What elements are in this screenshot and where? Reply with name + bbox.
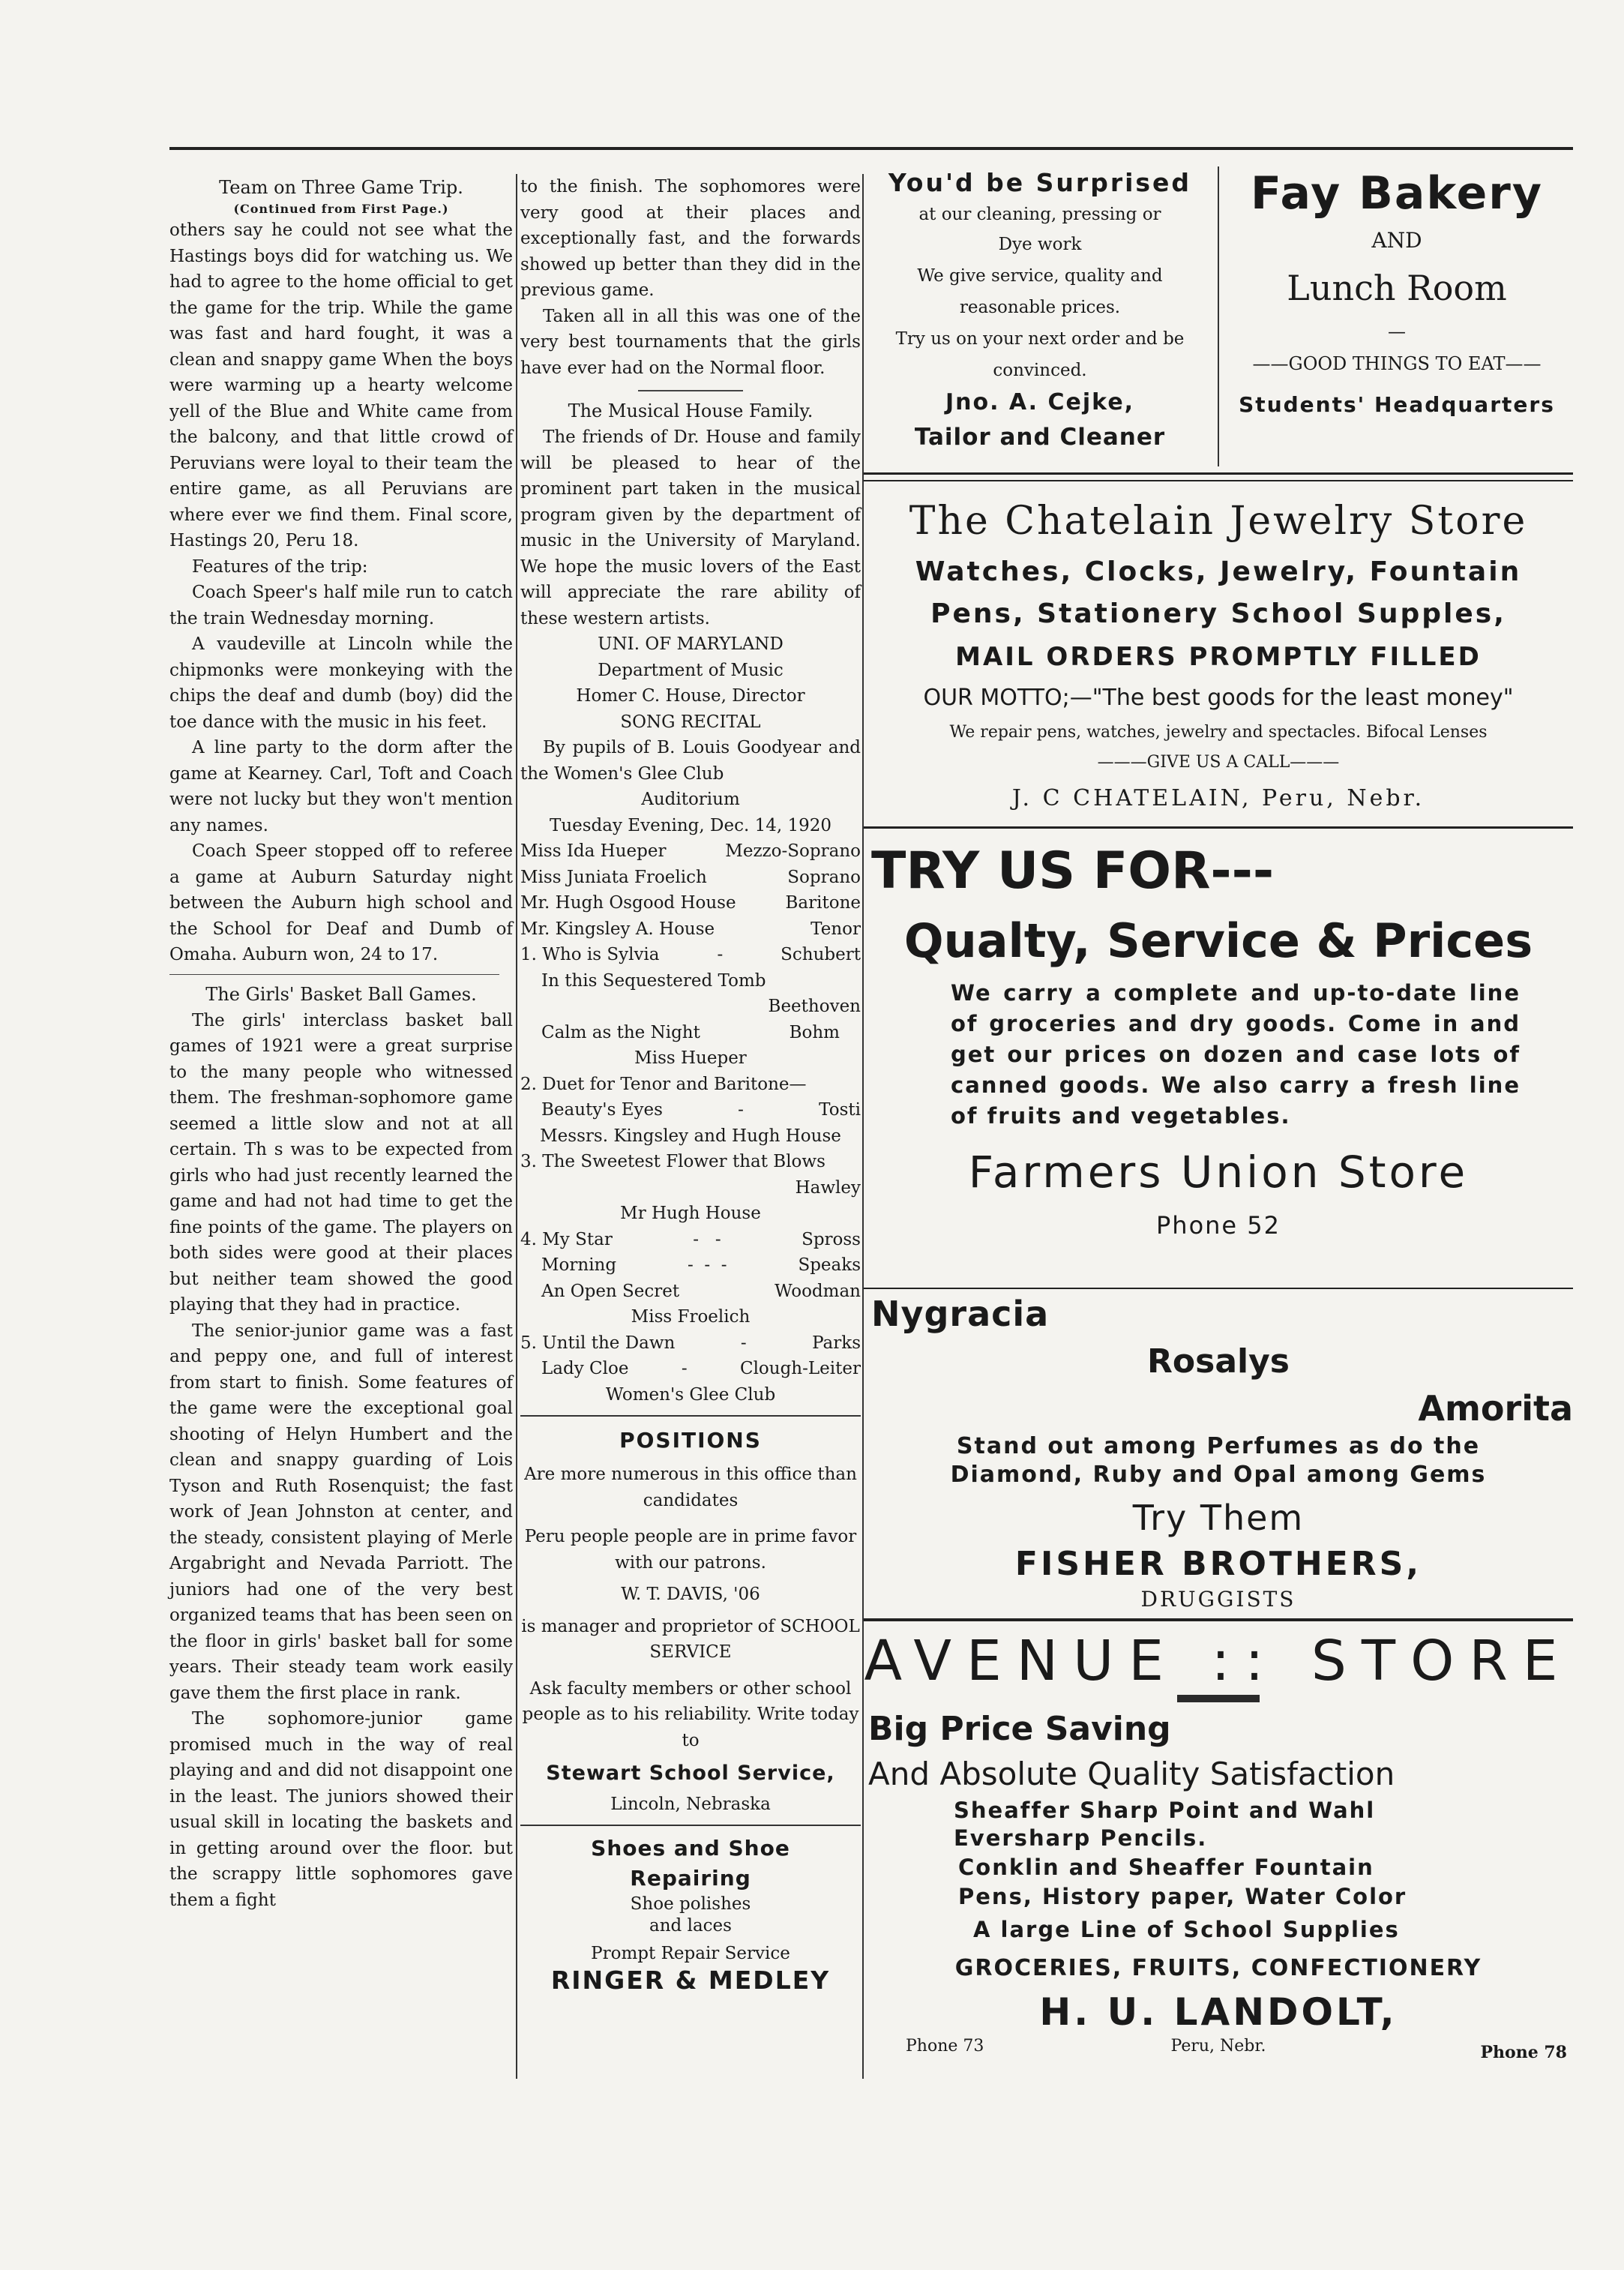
paragraph: Features of the trip: xyxy=(192,556,368,577)
avenue-line: Eversharp Pencils. xyxy=(954,1825,1208,1851)
program-performer: Mr Hugh House xyxy=(620,1204,761,1223)
paragraph: A line party to the dorm after the game at Kearney. Carl, Toft and Coach were not lucky but they won't mention any names. xyxy=(169,738,513,835)
program-by-line: By pupils of B. Louis Goodyear and the Women's Glee Club xyxy=(520,738,861,784)
shoes-title: Repairing xyxy=(630,1866,751,1891)
fisher-trade: DRUGGISTS xyxy=(1140,1587,1296,1612)
paragraph: A vaudeville at Lincoln while the chipmonks were monkeying with the chips the deaf and dumb (boy) did the toe dance with the music in his feet. xyxy=(169,634,513,732)
program-item: In this Sequestered Tomb xyxy=(541,970,766,991)
paragraph: others say he could not see what the Hastings boys did for watching us. We had to agree to the home official to get the game for the trip. While the game was fast and hard fought, it was a clean and snappy game When the boys were warming up a hearty welcome yell of the Blue and White came from the balcony, and that little crowd of Peruvians were loyal to their team the entire game, as all Peruvians are where ever we find them. Final score, Hastings 20, Peru 18. xyxy=(169,220,513,550)
fisher-line: Diamond, Ruby and Opal among Gems xyxy=(950,1462,1487,1488)
positions-city: Lincoln, Nebraska xyxy=(610,1794,771,1814)
paragraph: Coach Speer stopped off to referee a game at Auburn Saturday night between the Auburn high school and the School for Deaf and Dumb of Omaha. Auburn won, 24 to 17. xyxy=(169,841,513,964)
ad-cleaner xyxy=(864,166,1216,454)
ad-rule xyxy=(864,472,1573,475)
farmers-phone: Phone 52 xyxy=(1155,1211,1281,1240)
positions-name: Stewart School Service, xyxy=(546,1762,835,1785)
chatelain-motto: OUR MOTTO;—"The best goods for the least money" xyxy=(923,685,1514,711)
avenue-h2: And Absolute Quality Satisfaction xyxy=(868,1756,1395,1792)
fisher-try: Try Them xyxy=(1132,1498,1305,1538)
ad-cleaner-line: We give service, quality and xyxy=(917,266,1163,286)
fay-and: AND xyxy=(1371,228,1422,253)
ad-fisher-brothers xyxy=(864,1291,1573,1614)
fay-title: Fay Bakery xyxy=(1250,167,1544,220)
ad-rule xyxy=(864,1618,1573,1621)
avenue-city: Peru, Nebr. xyxy=(1170,2037,1266,2056)
fay-foot: Students' Headquarters xyxy=(1239,392,1555,417)
farmers-name: Farmers Union Store xyxy=(968,1147,1469,1198)
paragraph: Coach Speer's half mile run to catch the train Wednesday morning. xyxy=(169,583,513,628)
program-item: 2. Duet for Tenor and Baritone— xyxy=(520,1074,807,1094)
perfume-nygracia: Nygracia xyxy=(871,1294,1050,1334)
paragraph: to the finish. The sophomores were very good at their places and exceptionally fast, and the forwards showed up better than they did in the previous game. xyxy=(520,177,861,300)
program-performer: Miss Hueper xyxy=(634,1048,747,1068)
program-item: Calm as the Night Bohm xyxy=(541,1022,840,1042)
program-venue: Auditorium xyxy=(641,790,740,809)
chatelain-title: The Chatelain Jewelry Store xyxy=(909,499,1528,544)
program-heading: Department of Music xyxy=(598,660,784,680)
fisher-name: FISHER BROTHERS, xyxy=(1014,1545,1422,1583)
ad-cleaner-trade: Tailor and Cleaner xyxy=(914,424,1166,451)
paragraph: The sophomore-junior game promised much in the way of real playing and and did not disappoint one in the least. The juniors showed their usual skill in locating the baskets and in getting around over the floor. but the scrappy little sophomores gave them a fight xyxy=(169,1709,513,1910)
program-item: 1. Who is Sylvia - Schubert xyxy=(520,945,861,964)
continued-note: (Continued from First Page.) xyxy=(233,202,449,216)
perfume-amorita: Amorita xyxy=(1418,1388,1573,1429)
positions-title: POSITIONS xyxy=(619,1428,762,1453)
shoes-name: RINGER & MEDLEY xyxy=(550,1966,831,1995)
avenue-line: Conklin and Sheaffer Fountain xyxy=(958,1855,1374,1880)
program-performer: Messrs. Kingsley and Hugh House xyxy=(540,1126,841,1146)
avenue-line: Sheaffer Sharp Point and Wahl xyxy=(954,1798,1376,1823)
avenue-title: AVENUE :: STORE xyxy=(864,1629,1573,1693)
ad-chatelain xyxy=(864,491,1573,820)
program-performer: Women's Glee Club xyxy=(605,1384,776,1405)
column-1 xyxy=(169,174,513,1913)
positions-manager: is manager and proprietor of SCHOOL SERVICE xyxy=(521,1616,860,1662)
ad-cleaner-line: reasonable prices. xyxy=(959,298,1121,317)
farmers-body: We carry a complete and up-to-date line of groceries and dry goods. Come in and get our prices on dozen and case lots of canned goods. We also carry a fresh line of fruits and vegetables. xyxy=(951,980,1521,1129)
avenue-line: A large Line of School Supplies xyxy=(973,1917,1400,1942)
ad-cleaner-line: at our cleaning, pressing or xyxy=(918,205,1161,224)
column-2 xyxy=(520,174,861,1996)
perfume-rosalys: Rosalys xyxy=(1147,1342,1290,1381)
page-top-rule xyxy=(169,147,1573,150)
program-heading: Homer C. House, Director xyxy=(576,686,805,706)
program-item: Lady Cloe - Clough-Leiter xyxy=(541,1359,861,1378)
divider xyxy=(638,390,743,391)
avenue-name: H. U. LANDOLT, xyxy=(1039,1990,1398,2034)
ad-rule xyxy=(864,1288,1573,1289)
avenue-h1: Big Price Saving xyxy=(868,1710,1171,1748)
program-item: 3. The Sweetest Flower that Blows xyxy=(520,1152,825,1171)
avenue-phone-right: Phone 78 xyxy=(1480,2043,1567,2062)
avenue-footer xyxy=(864,2035,1573,2065)
shoes-line: and laces xyxy=(649,1916,732,1936)
avenue-ornament xyxy=(1177,1695,1260,1702)
positions-davis: W. T. DAVIS, '06 xyxy=(621,1585,760,1604)
program-heading: UNI. OF MARYLAND xyxy=(598,634,784,654)
performer-row: Mr. Hugh Osgood House Baritone xyxy=(520,893,861,913)
fay-dash: — xyxy=(1388,321,1406,342)
program-composer: Beethoven xyxy=(768,997,861,1016)
paragraph: Taken all in all this was one of the very best tournaments that the girls have ever had on the Normal floor. xyxy=(520,306,861,378)
ad-fay-bakery xyxy=(1221,163,1573,427)
ad-rule xyxy=(864,826,1573,829)
avenue-line: GROCERIES, FRUITS, CONFECTIONERY xyxy=(954,1955,1482,1981)
ad-farmers-union xyxy=(864,840,1573,1241)
program-item: Morning - - - Speaks xyxy=(541,1255,861,1275)
performer-row: Miss Ida Hueper Mezzo-Soprano xyxy=(520,841,861,861)
paragraph: The girls' interclass basket ball games of 1921 were a great surprise to the many people who witnessed them. The freshman-sophomore game seemed a little slow and not at all certain. Th s was to be expected from girls who had just recently learned the game and had not had time to get the fine points of the game. The players on both sides were good at their places but neither team showed the good playing that they had in practice. xyxy=(169,1010,513,1315)
avenue-phone-left: Phone 73 xyxy=(906,2037,984,2056)
program-item: 4. My Star - - Spross xyxy=(520,1229,861,1249)
paragraph: The friends of Dr. House and family will be pleased to hear of the prominent part taken in the musical program given by the department of music in the University of Maryland. We hope the music lovers of the East will appreciate the rare ability of these western artists. xyxy=(520,427,861,628)
ad-rule xyxy=(864,480,1573,481)
fay-sub: Lunch Room xyxy=(1287,268,1507,308)
chatelain-repair: We repair pens, watches, jewelry and spectacles. Bifocal Lenses xyxy=(949,723,1488,742)
performer-row: Miss Juniata Froelich Soprano xyxy=(520,867,861,887)
ad-cleaner-name: Jno. A. Cejke, xyxy=(945,389,1135,415)
article-title-musical-house: The Musical House Family. xyxy=(568,400,813,421)
ad-cleaner-line: convinced. xyxy=(993,361,1087,380)
shoes-line: Shoe polishes xyxy=(630,1894,751,1914)
fay-tagline: ——GOOD THINGS TO EAT—— xyxy=(1252,353,1542,374)
farmers-h2: Qualty, Service & Prices xyxy=(903,913,1533,968)
chatelain-line: Pens, Stationery School Supples, xyxy=(930,598,1506,629)
program-composer: Hawley xyxy=(795,1177,861,1198)
program-heading: SONG RECITAL xyxy=(620,712,761,732)
fisher-line: Stand out among Perfumes as do the xyxy=(956,1433,1481,1459)
program-item: 5. Until the Dawn - Parks xyxy=(520,1333,861,1353)
program-date: Tuesday Evening, Dec. 14, 1920 xyxy=(549,815,831,835)
chatelain-sign: J. C CHATELAIN, Peru, Nebr. xyxy=(1011,785,1425,811)
shoes-line: Prompt Repair Service xyxy=(591,1944,790,1963)
avenue-line: Pens, History paper, Water Color xyxy=(958,1884,1407,1909)
positions-line: Peru people people are in prime favor with our patrons. xyxy=(524,1527,857,1573)
divider xyxy=(169,974,499,975)
divider xyxy=(520,1415,861,1417)
program-item: An Open Secret Woodman xyxy=(541,1281,861,1301)
shoes-title: Shoes and Shoe xyxy=(591,1836,790,1861)
divider xyxy=(520,1825,861,1826)
chatelain-call: ———GIVE US A CALL——— xyxy=(1097,753,1340,772)
positions-ask: Ask faculty members or other school people as to his reliability. Write today to xyxy=(522,1678,859,1750)
chatelain-line: Watches, Clocks, Jewelry, Fountain xyxy=(915,556,1522,587)
article-title-girls-basketball: The Girls' Basket Ball Games. xyxy=(205,983,477,1005)
ad-cleaner-title: You'd be Surprised xyxy=(888,168,1192,197)
ad-cleaner-line: Try us on your next order and be xyxy=(895,329,1185,349)
ad-cleaner-line: Dye work xyxy=(998,235,1082,254)
program-performer: Miss Froelich xyxy=(631,1307,751,1327)
ad-avenue-store xyxy=(864,1627,1573,2065)
performer-row: Mr. Kingsley A. House Tenor xyxy=(520,919,861,939)
positions-line: Are more numerous in this office than candidates xyxy=(524,1465,857,1510)
article-title-team-trip: Team on Three Game Trip. xyxy=(219,177,463,198)
column-rule xyxy=(516,174,517,2079)
farmers-h1: TRY US FOR--- xyxy=(871,841,1275,901)
paragraph: The senior-junior game was a fast and peppy one, and full of interest from start to finish. Some features of the game were the exceptional goal shooting of Helyn Humbert and the clean and snappy guarding of Lois Tyson and Ruth Rosenquist; the fast work of Jean Johnston at center, and the steady, consistent playing of Merle Argabright and Nevada Parriott. The juniors had one of the very best organized teams that has been seen on the floor in girls' basket ball for some years. Their steady team work easily gave them the first place in rank. xyxy=(169,1321,513,1703)
chatelain-mail: MAIL ORDERS PROMPTLY FILLED xyxy=(955,642,1482,672)
ad-divider xyxy=(1218,166,1219,466)
program-item: Beauty's Eyes - Tosti xyxy=(541,1100,861,1120)
